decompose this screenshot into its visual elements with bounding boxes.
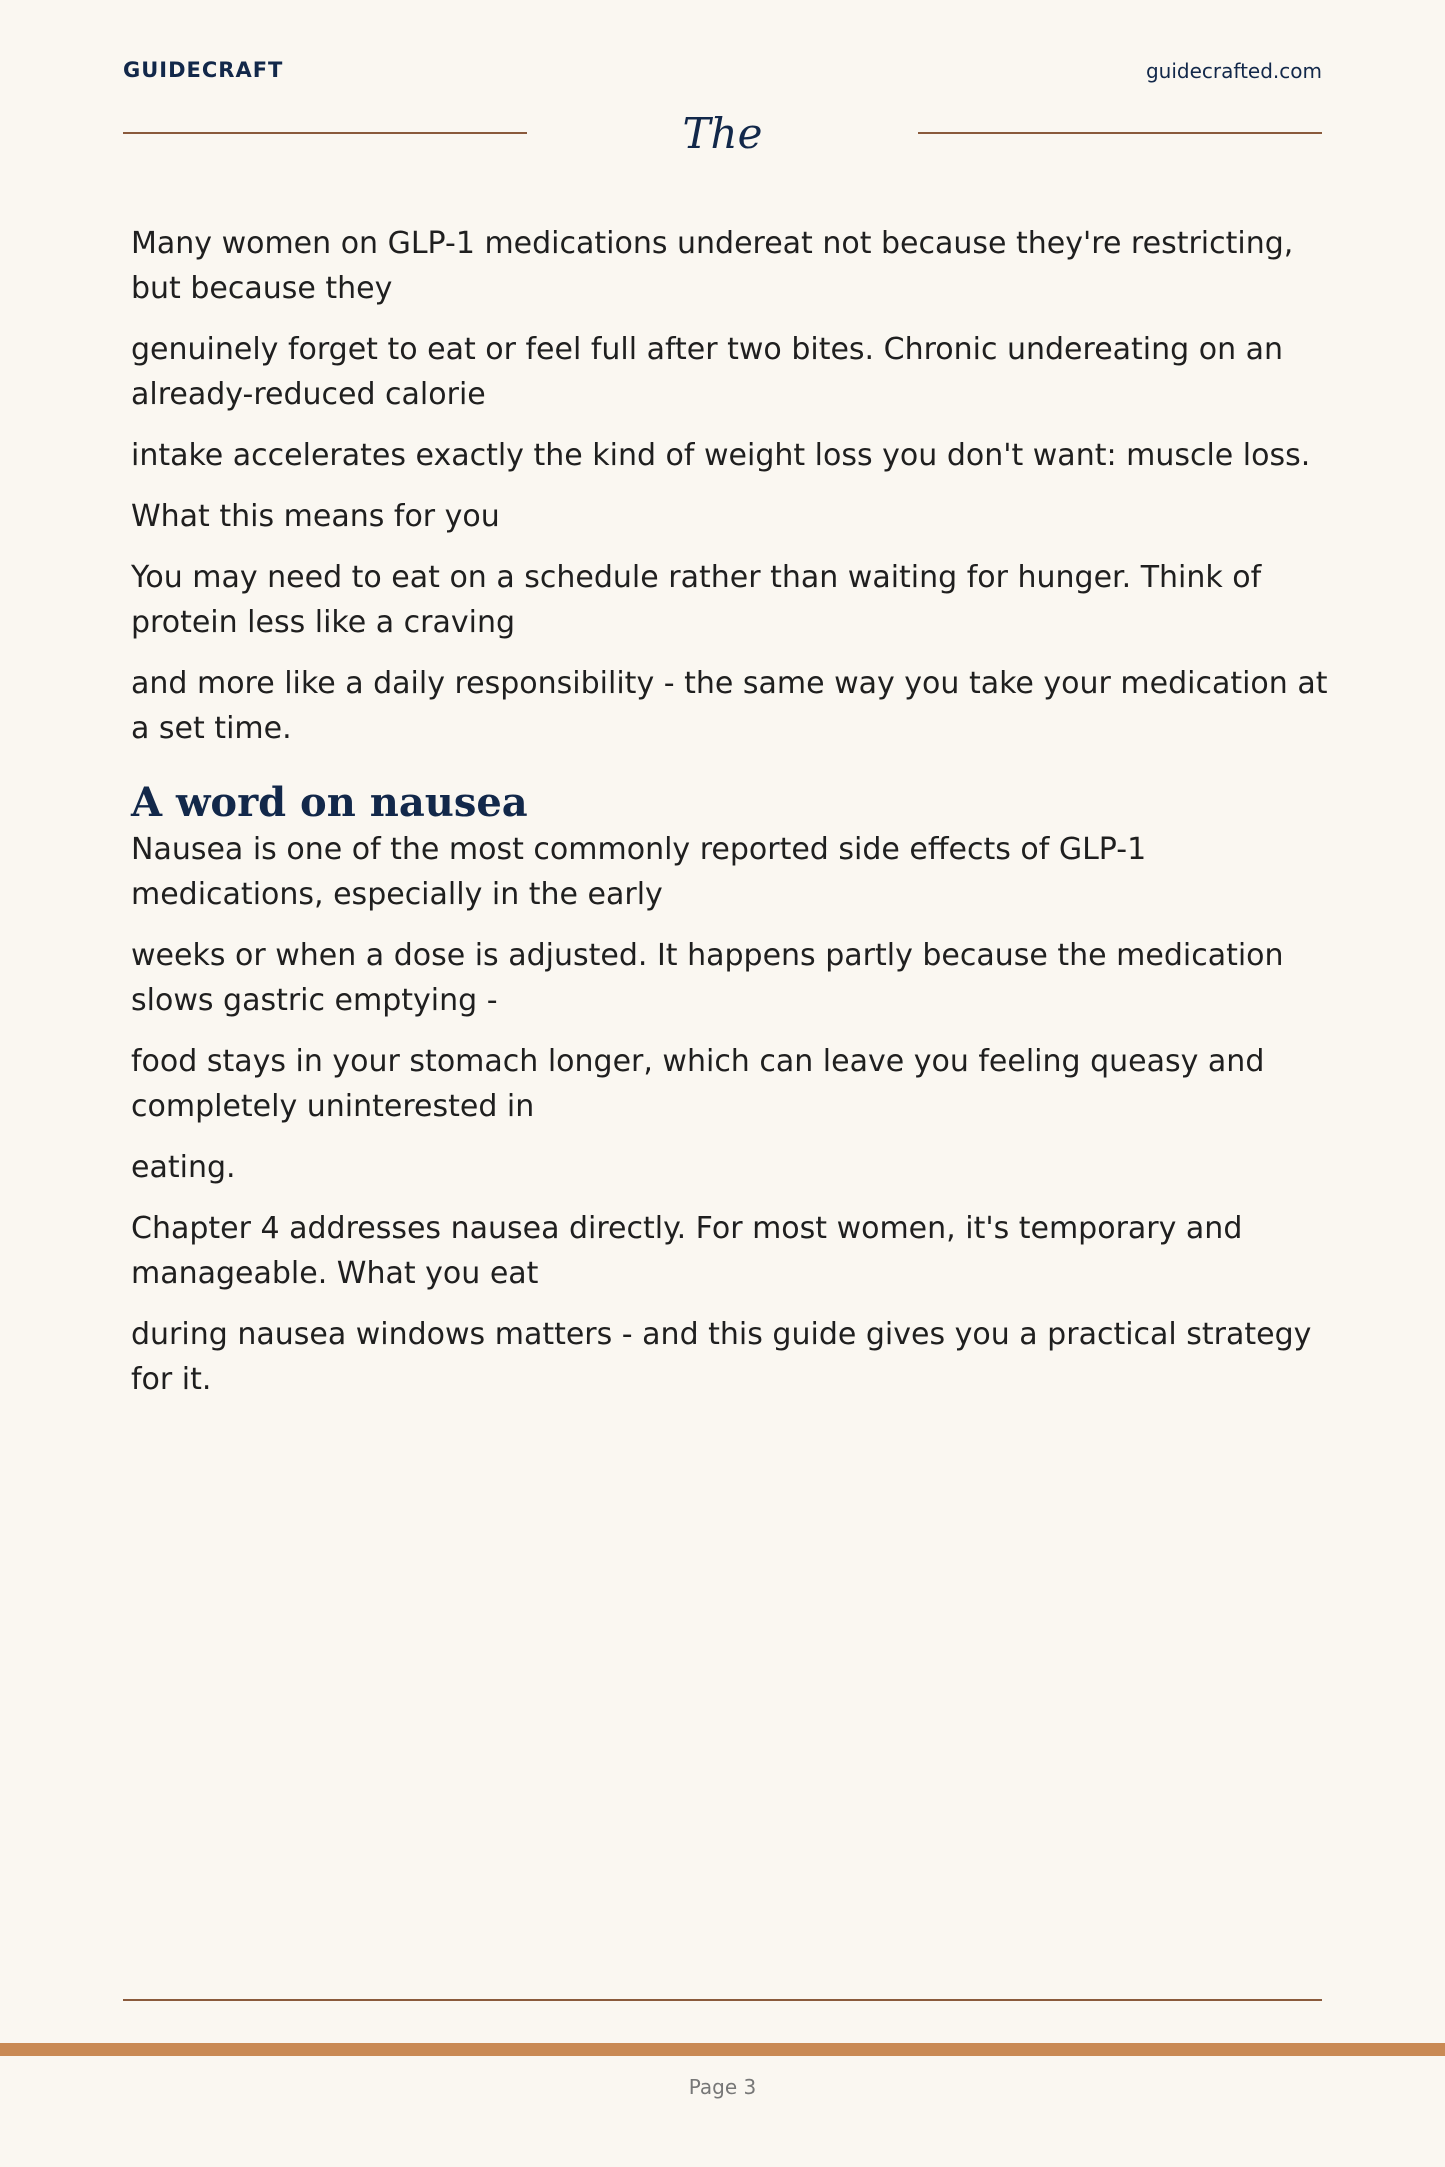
footer-band bbox=[0, 2043, 1445, 2056]
body-paragraph: genuinely forget to eat or feel full after two bites. Chronic undereating on an already-reduced calorie bbox=[131, 332, 1284, 412]
body-paragraph: during nausea windows matters - and this guide gives you a practical strategy for it. bbox=[131, 1317, 1312, 1397]
footer-rule bbox=[123, 1999, 1322, 2001]
body-paragraph: weeks or when a dose is adjusted. It happens partly because the medication slows gastric emptying - bbox=[131, 938, 1284, 1018]
running-title: The bbox=[682, 109, 763, 158]
body-paragraph: You may need to eat on a schedule rather than waiting for hunger. Think of protein less like a craving bbox=[131, 560, 1262, 640]
header-rule-left bbox=[123, 132, 527, 134]
page-number: Page 3 bbox=[688, 2075, 757, 2099]
body-paragraph: Chapter 4 addresses nausea directly. For most women, it's temporary and manageable. What you eat bbox=[131, 1211, 1243, 1291]
site-url: guidecrafted.com bbox=[1145, 59, 1322, 83]
body-paragraph: intake accelerates exactly the kind of weight loss you don't want: muscle loss. bbox=[131, 438, 1311, 473]
body-paragraph: Nausea is one of the most commonly reported side effects of GLP-1 medications, especially in the early bbox=[131, 832, 1147, 912]
header-rule-right bbox=[918, 132, 1322, 134]
section-heading: A word on nausea bbox=[131, 779, 528, 826]
body-paragraph: and more like a daily responsibility - the same way you take your medication at a set time. bbox=[131, 666, 1328, 746]
body-paragraph: What this means for you bbox=[131, 499, 500, 534]
page-content bbox=[131, 221, 1331, 1418]
brand-name: GUIDECRAFT bbox=[123, 58, 284, 82]
body-paragraph: food stays in your stomach longer, which can leave you feeling queasy and completely uninterested in bbox=[131, 1044, 1265, 1124]
body-paragraph: eating. bbox=[131, 1150, 236, 1185]
body-paragraph: Many women on GLP-1 medications undereat not because they're restricting, but because they bbox=[131, 226, 1294, 306]
